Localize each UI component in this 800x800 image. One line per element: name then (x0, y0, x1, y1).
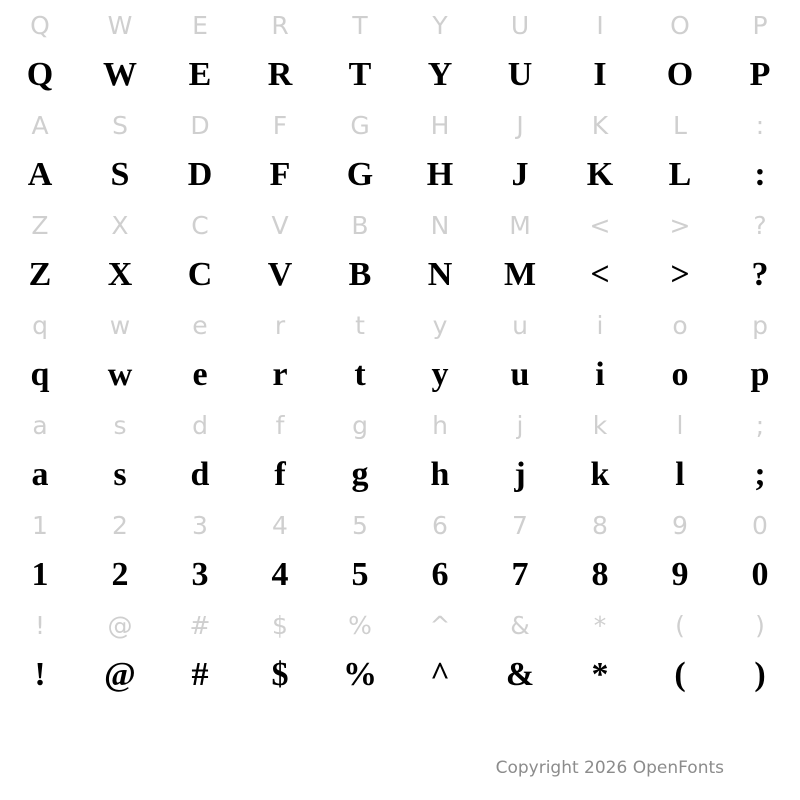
character-sample-row (0, 546, 800, 604)
character-row-pair (0, 4, 800, 104)
character-sample-cell: T (348, 56, 372, 93)
character-label-cell: U (510, 10, 530, 40)
character-sample-cell: ? (751, 256, 769, 293)
character-label-row (0, 204, 800, 246)
character-sample-cell: u (510, 356, 530, 393)
character-label-cell: ) (755, 610, 765, 640)
character-sample-cell: J (511, 156, 529, 193)
character-label-cell: @ (107, 610, 133, 640)
character-label-cell: J (516, 110, 524, 140)
character-label-cell: ^ (429, 610, 451, 640)
character-sample-cell: X (107, 256, 133, 293)
character-label-row (0, 604, 800, 646)
character-label-row (0, 504, 800, 546)
character-label-cell: O (670, 10, 690, 40)
character-label-cell: > (669, 210, 691, 240)
character-label-cell: a (32, 410, 48, 440)
character-label-cell: h (432, 410, 448, 440)
character-sample-cell: < (590, 256, 610, 293)
character-sample-cell: 8 (591, 556, 609, 593)
character-sample-cell: # (191, 656, 209, 693)
character-label-cell: G (350, 110, 370, 140)
character-label-cell: < (589, 210, 611, 240)
character-label-cell: T (352, 10, 368, 40)
character-sample-cell: l (675, 456, 685, 493)
character-label-cell: 3 (192, 510, 208, 540)
character-label-cell: r (274, 310, 286, 340)
character-sample-cell: 9 (671, 556, 689, 593)
character-label-cell: ! (34, 610, 46, 640)
character-sample-cell: Z (28, 256, 52, 293)
character-label-cell: R (271, 10, 289, 40)
character-label-cell: 6 (432, 510, 448, 540)
character-label-cell: k (592, 410, 608, 440)
character-sample-cell: f (274, 456, 286, 493)
character-sample-cell: > (670, 256, 690, 293)
character-label-cell: W (107, 10, 133, 40)
character-label-cell: : (755, 110, 765, 140)
character-label-cell: X (111, 210, 129, 240)
character-label-cell: % (348, 610, 372, 640)
character-sample-row (0, 646, 800, 704)
character-sample-cell: & (505, 656, 535, 693)
character-sample-cell: A (27, 156, 53, 193)
character-label-cell: Z (31, 210, 49, 240)
character-sample-cell: Y (427, 56, 453, 93)
character-label-cell: p (752, 310, 768, 340)
character-label-cell: $ (272, 610, 288, 640)
character-label-cell: Q (30, 10, 50, 40)
footer (0, 758, 800, 778)
character-row-pair (0, 404, 800, 504)
character-label-cell: e (192, 310, 208, 340)
character-label-cell: # (189, 610, 211, 640)
character-label-cell: 2 (112, 510, 128, 540)
character-label-cell: u (512, 310, 528, 340)
character-sample-cell: 3 (191, 556, 209, 593)
character-sample-cell: K (586, 156, 614, 193)
character-label-cell: g (352, 410, 368, 440)
character-label-cell: M (509, 210, 531, 240)
character-label-cell: ( (675, 610, 685, 640)
character-sample-cell: S (110, 156, 130, 193)
character-sample-cell: w (107, 356, 133, 393)
character-label-cell: j (516, 410, 524, 440)
character-label-cell: * (593, 610, 607, 640)
character-sample-cell: V (267, 256, 293, 293)
character-sample-cell: k (590, 456, 610, 493)
character-label-cell: I (596, 10, 604, 40)
character-sample-cell: G (346, 156, 374, 193)
character-sample-cell: * (591, 656, 609, 693)
character-sample-cell: M (503, 256, 537, 293)
character-sample-cell: 2 (111, 556, 129, 593)
character-sample-cell: C (187, 256, 213, 293)
character-sample-cell: ! (34, 656, 46, 693)
character-sample-cell: 0 (751, 556, 769, 593)
character-sample-cell: 1 (31, 556, 49, 593)
character-label-cell: y (432, 310, 448, 340)
character-sample-cell: 4 (271, 556, 289, 593)
character-sample-cell: I (593, 56, 607, 93)
character-sample-cell: i (595, 356, 605, 393)
character-sample-cell: a (31, 456, 49, 493)
character-label-cell: 0 (752, 510, 768, 540)
character-label-cell: P (752, 10, 768, 40)
character-label-cell: V (271, 210, 289, 240)
character-sample-cell: L (668, 156, 692, 193)
character-label-row (0, 104, 800, 146)
character-label-cell: K (591, 110, 609, 140)
character-sample-cell: R (267, 56, 293, 93)
character-label-cell: F (272, 110, 288, 140)
character-label-cell: 7 (512, 510, 528, 540)
character-row-pair (0, 304, 800, 404)
character-label-cell: s (113, 410, 127, 440)
character-label-cell: C (191, 210, 209, 240)
character-label-row (0, 304, 800, 346)
character-sample-cell: ( (674, 656, 686, 693)
character-label-cell: ; (755, 410, 765, 440)
character-row-pair (0, 104, 800, 204)
character-label-cell: w (109, 310, 131, 340)
character-sample-cell: P (749, 56, 771, 93)
character-label-cell: ? (753, 210, 767, 240)
character-label-cell: N (430, 210, 450, 240)
character-sample-cell: g (351, 456, 369, 493)
character-sample-cell: ^ (430, 656, 450, 693)
character-sample-cell: q (30, 356, 50, 393)
character-label-cell: 9 (672, 510, 688, 540)
character-label-cell: D (190, 110, 210, 140)
character-sample-cell: B (348, 256, 372, 293)
character-row-pair (0, 504, 800, 604)
character-sample-cell: t (354, 356, 366, 393)
character-label-cell: i (596, 310, 604, 340)
character-sample-cell: % (343, 656, 377, 693)
character-label-cell: B (351, 210, 369, 240)
character-label-cell: 8 (592, 510, 608, 540)
character-label-cell: 1 (32, 510, 48, 540)
character-row-pair (0, 204, 800, 304)
character-sample-cell: r (272, 356, 288, 393)
character-label-cell: Y (432, 10, 448, 40)
character-sample-cell: s (113, 456, 127, 493)
copyright-notice: Copyright 2026 OpenFonts (495, 758, 724, 778)
character-sample-cell: 5 (351, 556, 369, 593)
character-sample-cell: @ (104, 656, 136, 693)
character-sample-cell: $ (271, 656, 289, 693)
character-label-cell: l (676, 410, 684, 440)
character-sample-cell: y (431, 356, 449, 393)
character-label-cell: E (192, 10, 208, 40)
character-sample-cell: D (187, 156, 213, 193)
character-sample-cell: E (188, 56, 212, 93)
character-sample-row (0, 46, 800, 104)
character-sample-cell: j (514, 456, 526, 493)
character-sample-cell: o (671, 356, 689, 393)
character-label-cell: o (672, 310, 688, 340)
character-sample-cell: ; (754, 456, 766, 493)
character-row-pair (0, 604, 800, 704)
character-label-row (0, 4, 800, 46)
character-label-cell: 5 (352, 510, 368, 540)
character-sample-cell: N (427, 256, 453, 293)
character-sample-cell: d (190, 456, 210, 493)
character-sample-cell: 7 (511, 556, 529, 593)
character-sample-row (0, 346, 800, 404)
character-sample-cell: U (507, 56, 533, 93)
character-sample-cell: ) (754, 656, 766, 693)
character-label-row (0, 404, 800, 446)
character-sample-cell: 6 (431, 556, 449, 593)
character-label-cell: A (31, 110, 49, 140)
character-sample-cell: O (666, 56, 694, 93)
character-label-cell: q (32, 310, 48, 340)
character-label-cell: 4 (272, 510, 288, 540)
character-sample-cell: e (192, 356, 208, 393)
character-label-cell: L (673, 110, 687, 140)
character-label-cell: d (192, 410, 208, 440)
character-label-cell: & (510, 610, 530, 640)
character-sample-cell: h (430, 456, 450, 493)
character-label-cell: H (430, 110, 450, 140)
character-sample-cell: : (754, 156, 766, 193)
character-sample-cell: F (269, 156, 291, 193)
character-sample-cell: Q (26, 56, 54, 93)
character-label-cell: t (355, 310, 365, 340)
character-sample-cell: p (750, 356, 770, 393)
character-sample-row (0, 146, 800, 204)
character-label-cell: S (112, 110, 128, 140)
character-sample-row (0, 246, 800, 304)
character-sample-cell: W (103, 56, 137, 93)
character-sample-row (0, 446, 800, 504)
character-sample-cell: H (426, 156, 454, 193)
character-label-cell: f (275, 410, 285, 440)
